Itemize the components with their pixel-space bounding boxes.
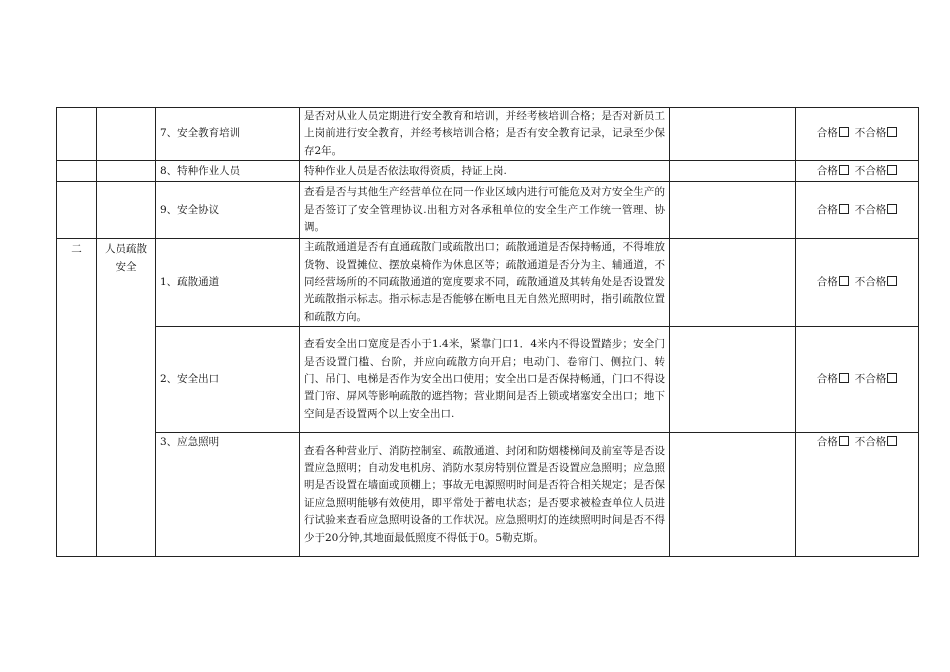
row-result: [796, 108, 919, 161]
section-category: 人员疏散安全: [97, 239, 156, 557]
fail-checkbox[interactable]: [887, 204, 897, 214]
row-category: [97, 108, 156, 161]
row-note: [670, 327, 796, 433]
pass-label: 合格: [816, 373, 838, 386]
fail-label: 不合格: [854, 373, 887, 386]
pass-label: 合格: [816, 127, 838, 140]
row-content: 特种作业人员是否依法取得资质，持证上岗.: [300, 161, 670, 182]
fail-label: 不合格: [854, 127, 887, 140]
fail-checkbox[interactable]: [887, 373, 897, 383]
row-item: 3、应急照明: [156, 433, 300, 557]
pass-label: 合格: [816, 164, 838, 177]
section-number: 二: [57, 239, 97, 557]
fail-checkbox[interactable]: [887, 127, 897, 137]
row-item: 2、安全出口: [156, 327, 300, 433]
pass-checkbox[interactable]: [839, 276, 849, 286]
row-item: 9、安全协议: [156, 182, 300, 239]
row-content: 查看是否与其他生产经营单位在同一作业区域内进行可能危及对方安全生产的是否签订了安全管理协议.出租方对各承租单位的安全生产工作统一管理、协调。: [300, 182, 670, 239]
row-result: [796, 327, 919, 433]
row-category: [97, 182, 156, 239]
row-number: [57, 108, 97, 161]
row-content: 主疏散通道是否有直通疏散门或疏散出口；疏散通道是否保持畅通，不得堆放货物、设置摊位、摆放桌椅作为休息区等；疏散通道是否分为主、辅通道，不同经营场所的不同疏散通道的宽度要求不同，疏散通道及其转角处是否设置发光疏散指示标志。指示标志是否能够在断电且无自然光照明时，指引疏散位置和疏散方向。: [300, 239, 670, 327]
fail-label: 不合格: [854, 203, 887, 216]
fail-label: 不合格: [854, 276, 887, 289]
pass-checkbox[interactable]: [839, 436, 849, 446]
row-content: 是否对从业人员定期进行安全教育和培训，并经考核培训合格；是否对新员工上岗前进行安全教育，并经考核培训合格；是否有安全教育记录，记录至少保存2年。: [300, 108, 670, 161]
fail-label: 不合格: [854, 436, 887, 449]
row-note: [670, 239, 796, 327]
table-row: [57, 239, 919, 327]
row-item: 7、安全教育培训: [156, 108, 300, 161]
row-result: [796, 161, 919, 182]
pass-checkbox[interactable]: [839, 127, 849, 137]
row-content: 查看安全出口宽度是否小于1.4米，紧靠门口1．4米内不得设置踏步；安全门是否设置门槛、台阶，并应向疏散方向开启；电动门、卷帘门、侧拉门、转门、吊门、电梯是否作为安全出口使用；安全出口是否保持畅通，门口不得设置门帘、屏风等影响疏散的遮挡物；营业期间是否上锁或堵塞安全出口；地下空间是否设置两个以上安全出口.: [300, 327, 670, 433]
fail-checkbox[interactable]: [887, 165, 897, 175]
row-item: 1、疏散通道: [156, 239, 300, 327]
row-note: [670, 182, 796, 239]
table-row: [57, 433, 919, 557]
fail-checkbox[interactable]: [887, 436, 897, 446]
row-note: [670, 433, 796, 557]
pass-checkbox[interactable]: [839, 373, 849, 383]
table-row: [57, 327, 919, 433]
row-result: [796, 239, 919, 327]
fail-checkbox[interactable]: [887, 276, 897, 286]
pass-label: 合格: [816, 276, 838, 289]
pass-checkbox[interactable]: [839, 204, 849, 214]
table-row: [57, 161, 919, 182]
pass-checkbox[interactable]: [839, 165, 849, 175]
table-row: [57, 182, 919, 239]
pass-label: 合格: [816, 203, 838, 216]
row-item: 8、特种作业人员: [156, 161, 300, 182]
row-number: [57, 182, 97, 239]
row-note: [670, 161, 796, 182]
inspection-checklist-table: [56, 107, 919, 557]
row-result: [796, 182, 919, 239]
row-note: [670, 108, 796, 161]
row-content: 查看各种营业厅、消防控制室、疏散通道、封闭和防烟楼梯间及前室等是否设置应急照明；自动发电机房、消防水泵房特别位置是否设置应急照明；应急照明是否设置在墙面或顶棚上；事故无电源照明时间是否符合相关规定；是否保证应急照明能够有效使用，即平常处于蓄电状态；是否要求被检查单位人员进行试验来查看应急照明设备的工作状况。应急照明灯的连续照明时间是否不得少于20分钟,其地面最低照度不得低于0。5勒克斯。: [300, 433, 670, 557]
row-result: [796, 433, 919, 557]
row-category: [97, 161, 156, 182]
table-row: [57, 108, 919, 161]
row-number: [57, 161, 97, 182]
fail-label: 不合格: [854, 164, 887, 177]
pass-label: 合格: [816, 436, 838, 449]
